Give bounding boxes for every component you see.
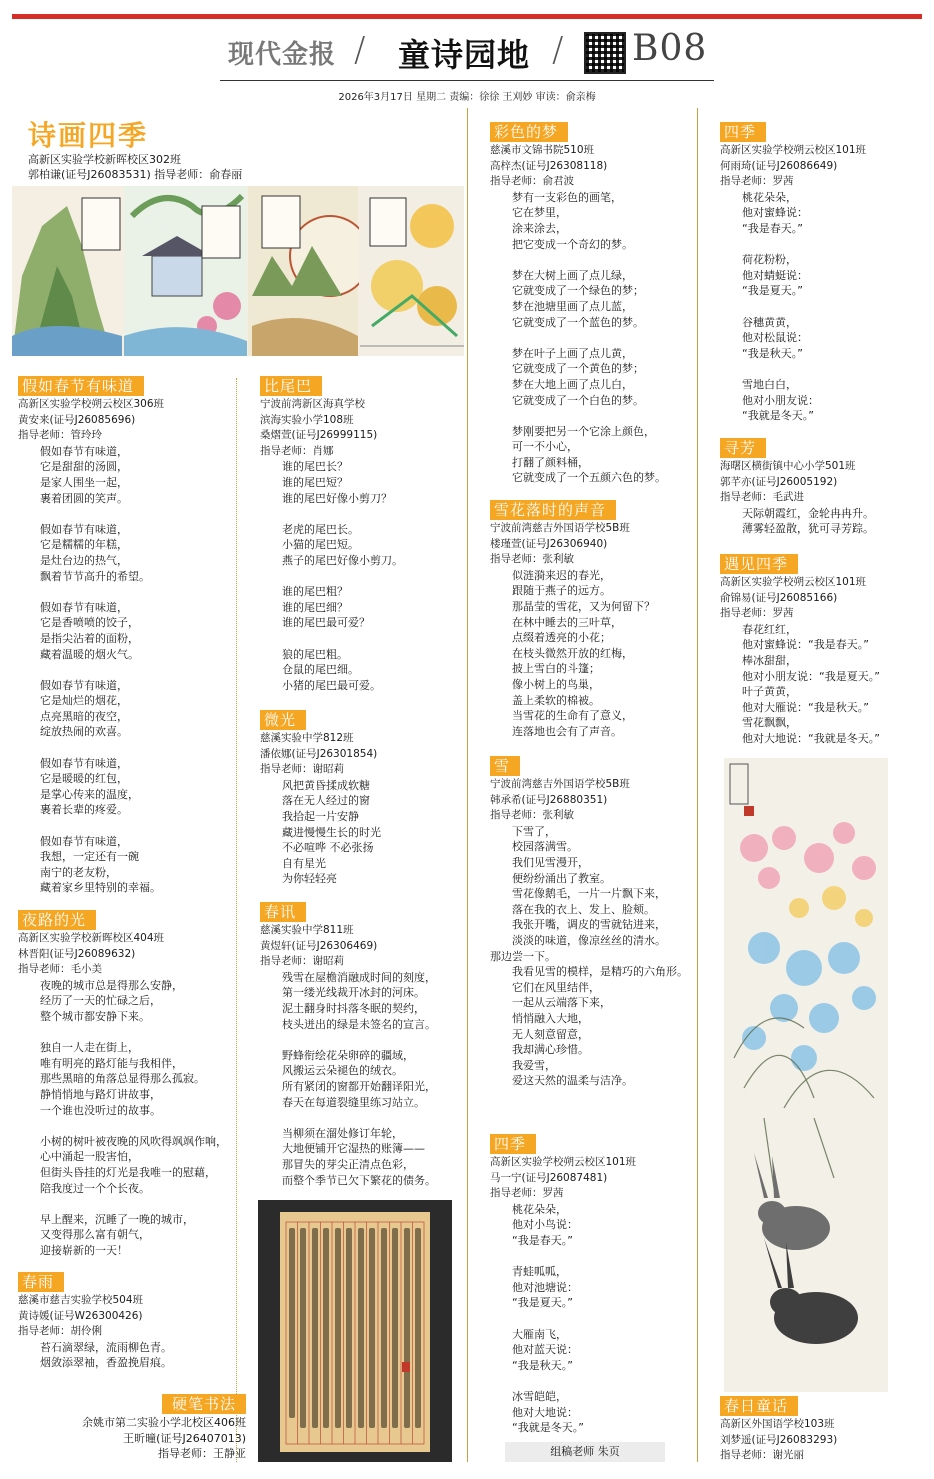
- poem-credit: 高新区实验学校朔云校区101班 何雨琦(证号J26086649) 指导老师：罗茜: [720, 144, 867, 188]
- poem-spring-news: [260, 902, 464, 1188]
- poem-colorful-dream: [490, 122, 694, 486]
- poem-credit: 高新区实验学校朔云校区101班 马一宁(证号J26087481) 指导老师：罗茜: [490, 1156, 637, 1200]
- top-red-rule: [12, 14, 922, 19]
- poem-credit: 海曙区横街镇中心小学501班 郭芊亦(证号J26005192) 指导老师：毛武进: [720, 460, 856, 504]
- editor-note: 组稿老师 朱页: [505, 1442, 665, 1462]
- poem-credit: 慈溪实验中学811班 黄煜轩(证号J26306469) 指导老师：谢昭莉: [260, 924, 378, 968]
- calligraphy-title: 硬笔书法: [162, 1394, 246, 1414]
- section-title: 童诗园地: [398, 36, 531, 74]
- poem-body: 似涟漪来迟的春光， 跟随于燕子的远方。 那晶莹的雪花，又为何留下？ 在林中睡去的三叶草， 点缀着透亮的小花； 在枝头微然开放的红梅， 披上雪白的斗篷； 像小树上的鸟巢， 盖上柔软的棉被。 当雪花的生命有了意义， 连落地也会有了声音。: [512, 568, 655, 738]
- poem-body: 桃花朵朵， 他对蜜蜂说： “我是春天。” 荷花粉粉， 他对蜻蜓说： “我是夏天。” 谷穗黄黄， 他对松鼠说： “我是秋天。” 雪地白白， 他对小朋友说： “我就是冬天。”: [742, 190, 819, 423]
- poem-title: 雪花落时的声音: [490, 500, 616, 520]
- header-slash: /: [552, 30, 564, 70]
- poem-spring-festival: [18, 376, 232, 896]
- poem-four-seasons-1: [490, 1134, 694, 1436]
- poem-credit: 宁波前湾慈吉外国语学校5B班 韩承希(证号J26880351) 指导老师：张利敏: [490, 778, 630, 822]
- poem-body: 苔石滴翠绿，流雨柳色青。 烟敛添翠袖，香盈挽眉痕。: [40, 1340, 172, 1370]
- page-number: B08: [632, 28, 708, 69]
- column-divider: [697, 108, 698, 1462]
- poem-body: 我看见雪的模样，是精巧的六角形。: [512, 965, 688, 979]
- poem-body: 梦有一支彩色的画笔， 它在梦里， 涂来涂去， 把它变成一个奇幻的梦。 梦在大树上画了点儿绿， 它就变成了一个绿色的梦； 梦在池塘里画了点儿蓝， 它就变成了一个蓝色的梦。 梦在叶子上画了点儿黄， 它就变成了一个黄色的梦； 梦在大地上画了点儿白， 它就变成了一个白色的梦。 梦刚要把另一个它涂上颜色， 可一不小心， 打翻了颜料桶， 它就变成了一个五颜六色的梦。: [512, 190, 666, 485]
- poem-body: 天际朝霞红，金轮冉冉升。 薄雾轻盈散，犹可寻芳踪。: [742, 506, 874, 536]
- column-divider: [236, 378, 237, 1462]
- poem-spring-rain: [18, 1272, 232, 1371]
- painting-spring-fairytale-credit: [720, 1396, 924, 1464]
- art-credit: 高新区实验学校新晖校区302班 郭柏谦(证号J26083531) 指导老师：俞春丽: [28, 153, 243, 181]
- poem-title: 彩色的梦: [490, 122, 568, 142]
- poem-body: 谁的尾巴长？ 谁的尾巴短？ 谁的尾巴好像小剪刀？ 老虎的尾巴长。 小猫的尾巴短。 燕子的尾巴好像小剪刀。 谁的尾巴粗？ 谁的尾巴细？ 谁的尾巴最可爱？ 狼的尾巴粗。 仓鼠的尾巴细。 小猪的尾巴最可爱。: [282, 460, 403, 692]
- page-header: [220, 28, 710, 78]
- rabbit-flower-scroll-painting: [724, 758, 888, 1392]
- newspaper-brand: 现代金报: [228, 40, 337, 70]
- poem-title: 春雨: [18, 1272, 64, 1292]
- poem-four-seasons-2: [720, 122, 924, 424]
- poem-body: 桃花朵朵， 他对小鸟说： “我是春天。” 青蛙呱呱， 他对池塘说： “我是夏天。” 大雁南飞， 他对蓝天说： “我是秋天。” 冰雪皑皑， 他对大地说： “我就是冬天。”: [512, 1202, 584, 1435]
- poem-compare-tails: [260, 376, 464, 693]
- poem-credit: 慈溪市文锦书院510班 高梓杰(证号J26308118) 指导老师：俞君波: [490, 144, 608, 188]
- poem-glimmer: [260, 710, 464, 887]
- poem-body: 假如春节有味道， 它是甜甜的汤圆， 是家人围坐一起， 裹着团圆的笑声。 假如春节有味道， 它是糯糯的年糕， 是灶台边的热气， 飘着节节高升的希望。 假如春节有味道， 它是香喷喷的饺子， 是指尖沾着的面粉， 藏着温暖的烟火气。 假如春节有味道， 它是灿烂的烟花， 点亮黑暗的夜空， 绽放热闹的欢喜。 假如春节有味道， 它是暖暖的红包， 是掌心传来的温度， 裹着长辈的疼爱。 假如春节有味道， 我想，一定还有一碗 南宁的老友粉， 藏着家乡里特别的幸福。: [40, 444, 161, 895]
- poem-snowfall-sound: [490, 500, 694, 739]
- column-divider: [467, 108, 468, 1462]
- poem-meeting-seasons: [720, 554, 924, 747]
- four-seasons-painting: [12, 186, 464, 356]
- poem-title: 寻芳: [720, 438, 766, 458]
- poem-body: 残雪在屋檐消融成时间的刻度， 第一缕光线裁开冰封的河床。 泥土翻身时抖落冬眠的契约， 枝头迸出的绿是未签名的宣言。 野蜂衔绘花朵卵碎的疆域， 风搬运云朵褪色的绒衣。 所有紧闭的窗都开始翻译阳光， 春天在每道裂缝里练习站立。 当柳须在溜处修订年轮， 大地便铺开它湿热的账簿—— 那冒失的芽尖正清点色彩， 而整个季节已欠下繁花的债务。: [282, 970, 436, 1187]
- poem-credit: 高新区实验学校新晖校区404班 林晋阳(证号J26089632) 指导老师：毛小美: [18, 932, 165, 976]
- poem-body: 下雪了， 校园落满雪。 我们见雪漫开， 便纷纷涌出了教室。 雪花像鹅毛，一片一片飘下来， 落在我的衣上、发上、脸颊。 我张开嘴，调皮的雪就钻进来， 淡淡的味道，像凉丝丝的清水。: [512, 824, 666, 947]
- poem-body: 夜晚的城市总是得那么安静， 经历了一天的忙碌之后， 整个城市都安静下来。 独自一人走在街上， 唯有明亮的路灯能与我相伴， 那些黑暗的角落总显得那么孤寂。 静悄悄地与路灯讲故事， 一个谁也没听过的故事。 小树的树叶被夜晚的风吹得飒飒作响， 心中涌起一股害怕， 但街头昏挂的灯光是我唯一的慰藉， 陪我度过一个个长夜。 早上醒来，沉睡了一晚的城市， 又变得那么富有朝气， 迎接崭新的一天！: [40, 978, 227, 1257]
- poem-title: 比尾巴: [260, 376, 322, 396]
- art-title: 诗画四季: [28, 119, 149, 152]
- poem-credit: 高新区实验学校朔云校区306班 黄安来(证号J26085696) 指导老师：管玲玲: [18, 398, 165, 442]
- poem-credit: 高新区实验学校朔云校区101班 俞锦易(证号J26085166) 指导老师：罗茜: [720, 576, 867, 620]
- poem-title: 春讯: [260, 902, 306, 922]
- poem-credit: 慈溪市慈吉实验学校504班 黄诗媛(证号W26300426) 指导老师：胡伶俐: [18, 1294, 144, 1338]
- poem-title: 遇见四季: [720, 554, 798, 574]
- poem-snow: [490, 756, 694, 1089]
- poem-body: 它们在风里结伴， 一起从云端落下来， 悄悄融入大地， 无人刻意留意， 我却满心珍惜。 我爱雪， 爱这天然的温柔与洁净。: [512, 980, 633, 1088]
- poem-title: 假如春节有味道: [18, 376, 144, 396]
- poem-title: 雪: [490, 756, 520, 776]
- poem-credit: 宁波前湾慈吉外国语学校5B班 楼瑾萱(证号J26306940) 指导老师：张利敏: [490, 522, 630, 566]
- poem-body: 风把黄昏揉成软糖 落在无人经过的窗 我拾起一片安静 藏进慢慢生长的时光 不必喧哗 不必张扬 自有星光 为你轻轻亮: [282, 778, 381, 886]
- header-rule: [220, 80, 714, 81]
- poem-night-light: [18, 910, 232, 1258]
- calligraphy-artwork: [258, 1200, 452, 1462]
- poem-title: 四季: [720, 122, 766, 142]
- poem-body: 那边尝一下。: [490, 949, 556, 963]
- poem-seeking-fragrance: [720, 438, 924, 537]
- qr-code-icon[interactable]: [584, 32, 626, 74]
- poem-title: 四季: [490, 1134, 536, 1154]
- poem-body: 春花红红， 他对蜜蜂说：“我是春天。” 棒冰甜甜， 他对小朋友说：“我是夏天。” 叶子黄黄， 他对大雁说：“我是秋天。” 雪花飘飘， 他对大地说：“我就是冬天。”: [742, 622, 880, 745]
- poem-credit: 高新区外国语学校103班 刘梦遥(证号J26083293) 指导老师：谢光丽: [720, 1418, 838, 1462]
- poem-title: 微光: [260, 710, 306, 730]
- calligraphy-credit: 硬笔书法 余姚市第二实验小学北校区406班 王昕曈(证号J26407013) 指导老师：王静亚: [82, 1395, 246, 1461]
- date-line: 2026年3月17日 星期二 责编：徐徐 王刈妙 审读：俞亲梅: [338, 92, 596, 103]
- poem-title: 夜路的光: [18, 910, 96, 930]
- poem-credit: 宁波前湾新区海真学校 滨海实验小学108班 桑熠萱(证号J26999115) 指导老师：肖娜: [260, 398, 378, 457]
- header-slash: /: [354, 30, 366, 70]
- poem-credit: 慈溪实验中学812班 潘依娜(证号J26301854) 指导老师：谢昭莉: [260, 732, 378, 776]
- poem-title: 春日童话: [720, 1396, 798, 1416]
